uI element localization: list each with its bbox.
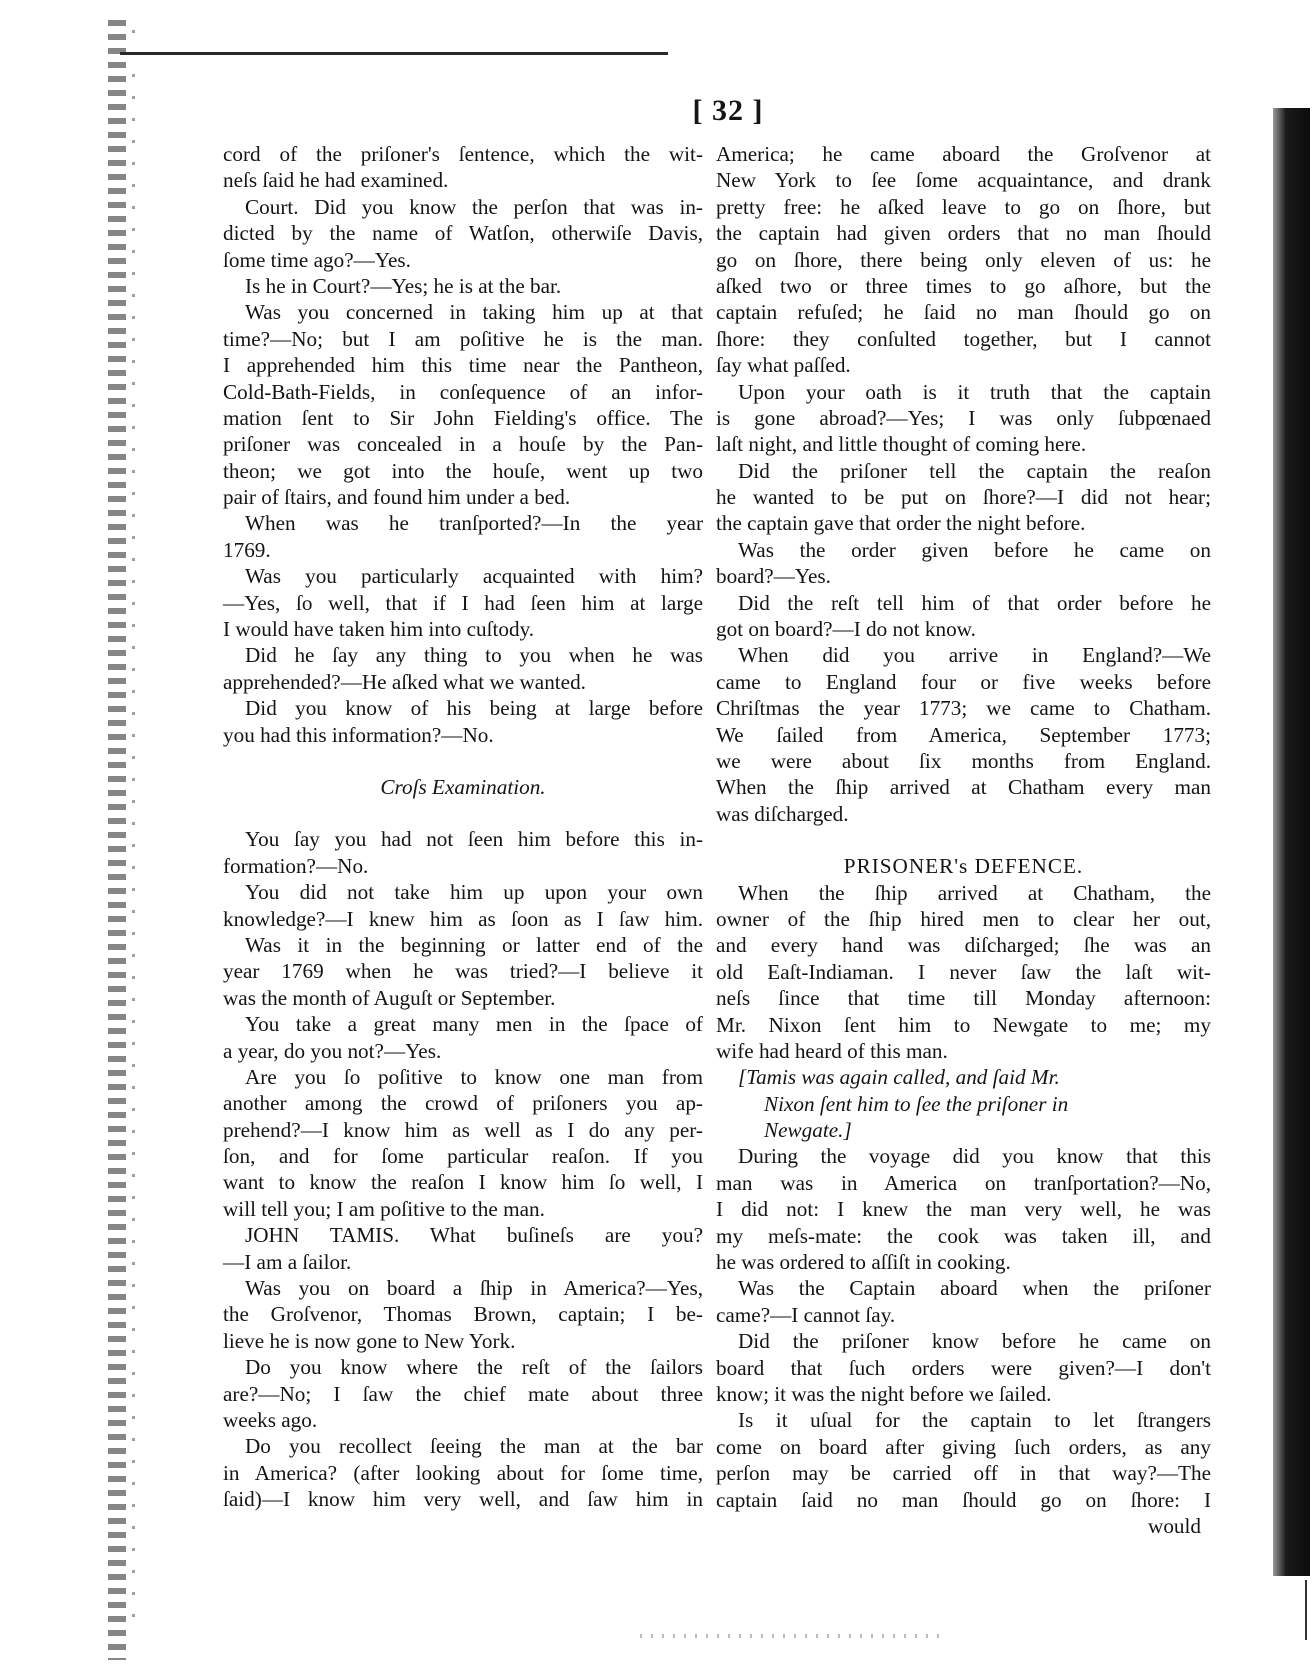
text-line: will tell you; I am poſitive to the man. — [223, 1196, 545, 1221]
text-line: Mr. Nixon ſent him to Newgate to me; my — [716, 1012, 1211, 1037]
text-line: aſked two or three times to go aſhore, but the — [716, 273, 1211, 298]
top-rule — [120, 52, 668, 55]
text-line: weeks ago. — [223, 1407, 318, 1432]
text-line: Upon your oath is it truth that the captain — [738, 379, 1211, 404]
text-line: ſay what paſſed. — [716, 353, 851, 378]
text-line: When the ſhip arrived at Chatham every man — [716, 775, 1211, 800]
text-line: theon; we got into the houſe, went up two — [223, 458, 703, 483]
text-line: he was ordered to aſſiſt in cooking. — [716, 1250, 1011, 1275]
text-line: cord of the priſoner's ſentence, which the wit- — [223, 142, 703, 166]
text-line: America; he came aboard the Groſvenor at — [716, 142, 1211, 166]
text-line: dicted by the name of Watſon, otherwiſe Davis, — [223, 221, 703, 246]
text-line: ſon, and for ſome particular reaſon. If you — [223, 1144, 703, 1169]
text-line: —I am a ſailor. — [223, 1249, 352, 1274]
text-line: We ſailed from America, September 1773; — [716, 722, 1211, 747]
text-line: old Eaſt-Indiaman. I never ſaw the laſt wit- — [716, 959, 1211, 984]
text-line: knowledge?—I knew him as ſoon as I ſaw him. — [223, 906, 703, 931]
text-line: priſoner was concealed in a houſe by the Pan- — [223, 432, 703, 457]
text-line: I apprehended him this time near the Pantheon, — [223, 353, 703, 378]
text-line: came to England four or five weeks before — [716, 669, 1211, 694]
text-line: Was you concerned in taking him up at that — [245, 300, 703, 325]
text-line: —Yes, ſo well, that if I had ſeen him at large — [223, 590, 703, 615]
text-line: came?—I cannot ſay. — [716, 1302, 896, 1327]
text-line: lieve he is now gone to New York. — [223, 1328, 516, 1353]
text-line: Did the reſt tell him of that order before he — [738, 590, 1211, 615]
catchword: would — [1148, 1513, 1201, 1538]
text-line: New York to ſee ſome acquaintance, and drank — [716, 168, 1211, 193]
text-line: captain ſaid no man ſhould go on ſhore: I — [716, 1487, 1211, 1512]
text-line: laſt night, and little thought of coming here. — [716, 432, 1087, 457]
text-line: You ſay you had not ſeen him before this in- — [245, 827, 703, 852]
text-line: When the ſhip arrived at Chatham, the — [738, 880, 1211, 905]
text-line: During the voyage did you know that this — [738, 1144, 1211, 1169]
text-line: neſs ſince that time till Monday afternoon: — [716, 986, 1211, 1011]
text-line: pair of ſtairs, and found him under a bed. — [223, 485, 571, 510]
text-line: come on board after giving ſuch orders, as any — [716, 1434, 1211, 1459]
text-line: Was you particularly acquainted with him? — [245, 564, 703, 589]
text-line: is gone abroad?—Yes; I was only ſubpœnaed — [716, 405, 1211, 430]
text-line: I did not: I knew the man very well, he was — [716, 1197, 1211, 1222]
text-line: mation ſent to Sir John Fielding's office. The — [223, 405, 703, 430]
text-line: Was the order given before he came on — [738, 537, 1211, 562]
text-line: board?—Yes. — [716, 564, 831, 589]
text-line: my meſs-mate: the cook was taken ill, and — [716, 1223, 1211, 1248]
text-line: owner of the ſhip hired men to clear her out, — [716, 906, 1211, 931]
text-line: another among the crowd of priſoners you ap- — [223, 1091, 703, 1116]
text-line: You take a great many men in the ſpace of — [245, 1012, 703, 1037]
text-line: ſaid)—I know him very well, and ſaw him in — [223, 1487, 703, 1512]
text-line: When did you arrive in England?—We — [738, 643, 1211, 668]
text-line: was the month of Auguſt or September. — [223, 985, 556, 1010]
text-line: Are you ſo poſitive to know one man from — [245, 1064, 703, 1089]
text-line: ſome time ago?—Yes. — [223, 247, 411, 272]
text-line: Did the priſoner know before he came on — [738, 1329, 1211, 1354]
text-line: [Tamis was again called, and ſaid Mr. — [738, 1065, 1060, 1090]
text-line: Was you on board a ſhip in America?—Yes, — [245, 1276, 703, 1301]
text-line: prehend?—I know him as well as I do any per- — [223, 1117, 703, 1142]
section-heading: Croſs Examination. — [380, 774, 546, 799]
text-line: apprehended?—He aſked what we wanted. — [223, 669, 586, 694]
page-number: [ 32 ] — [692, 94, 764, 127]
text-line: the captain gave that order the night before. — [716, 511, 1086, 536]
text-line: Is it uſual for the captain to let ſtrangers — [738, 1408, 1211, 1433]
text-line: Cold-Bath-Fields, in conſequence of an infor- — [223, 379, 703, 404]
text-line: Did you know of his being at large before — [245, 696, 703, 721]
text-line: Newgate.] — [764, 1118, 852, 1143]
scan-edge-right — [1273, 108, 1310, 1576]
text-line: Chriſtmas the year 1773; we came to Chatham. — [716, 696, 1211, 721]
text-line: Do you recollect ſeeing the man at the bar — [245, 1434, 703, 1459]
scan-edge-left — [108, 20, 126, 1660]
paragraph-gap — [223, 748, 703, 774]
text-line: ſhore: they conſulted together, but I cannot — [716, 326, 1211, 351]
text-line: perſon may be carried off in that way?—The — [716, 1461, 1211, 1486]
text-line: neſs ſaid he had examined. — [223, 168, 449, 193]
paragraph-gap — [716, 827, 1211, 853]
text-line: the captain had given orders that no man ſhould — [716, 221, 1211, 246]
text-line: got on board?—I do not know. — [716, 617, 976, 642]
text-line: time?—No; but I am poſitive he is the man. — [223, 326, 703, 351]
right-column — [716, 141, 1211, 1539]
text-line: When was he tranſported?—In the year — [245, 511, 703, 536]
text-line: You did not take him up upon your own — [245, 880, 703, 905]
text-line: go on ſhore, there being only eleven of us: he — [716, 247, 1211, 272]
text-line: Was the Captain aboard when the priſoner — [738, 1276, 1211, 1301]
text-line: Did he ſay any thing to you when he was — [245, 643, 703, 668]
text-line: year 1769 when he was tried?—I believe it — [223, 959, 703, 984]
text-line: in America? (after looking about for ſome time, — [223, 1460, 703, 1485]
text-line: Was it in the beginning or latter end of the — [245, 932, 703, 957]
section-heading: PRISONER's DEFENCE. — [843, 854, 1084, 879]
text-line: was diſcharged. — [716, 801, 849, 826]
text-line: want to know the reaſon I know him ſo well, I — [223, 1170, 703, 1195]
text-line: JOHN TAMIS. What buſineſs are you? — [245, 1223, 703, 1248]
text-line: the Groſvenor, Thomas Brown, captain; I be- — [223, 1302, 703, 1327]
text-line: a year, do you not?—Yes. — [223, 1038, 442, 1063]
text-line: Court. Did you know the perſon that was in- — [245, 194, 703, 219]
text-line: Nixon ſent him to ſee the priſoner in — [764, 1091, 1069, 1116]
text-line: 1769. — [223, 537, 271, 562]
text-line: you had this information?—No. — [223, 722, 494, 747]
footer-specks — [640, 1634, 940, 1638]
text-line: he wanted to be put on ſhore?—I did not hear; — [716, 485, 1211, 510]
text-line: Do you know where the reſt of the ſailors — [245, 1355, 703, 1380]
text-line: I would have taken him into cuſtody. — [223, 617, 535, 642]
text-line: man was in America on tranſportation?—No, — [716, 1170, 1211, 1195]
left-column — [223, 141, 703, 1513]
right-edge-tick — [1305, 1580, 1307, 1640]
paragraph-gap — [223, 800, 703, 826]
text-line: are?—No; I ſaw the chief mate about three — [223, 1381, 703, 1406]
text-line: captain refuſed; he ſaid no man ſhould go on — [716, 300, 1211, 325]
text-line: and every hand was diſcharged; ſhe was an — [716, 933, 1211, 958]
text-line: wife had heard of this man. — [716, 1038, 948, 1063]
scan-edge-left-inner — [132, 30, 135, 1630]
text-line: Is he in Court?—Yes; he is at the bar. — [245, 273, 562, 298]
text-line: pretty free: he aſked leave to go on ſhore, but — [716, 194, 1211, 219]
text-line: board that ſuch orders were given?—I don't — [716, 1355, 1211, 1380]
text-line: Did the priſoner tell the captain the reaſon — [738, 458, 1211, 483]
text-line: we were about ſix months from England. — [716, 748, 1211, 773]
text-line: know; it was the night before we ſailed. — [716, 1381, 1052, 1406]
text-line: formation?—No. — [223, 853, 369, 878]
